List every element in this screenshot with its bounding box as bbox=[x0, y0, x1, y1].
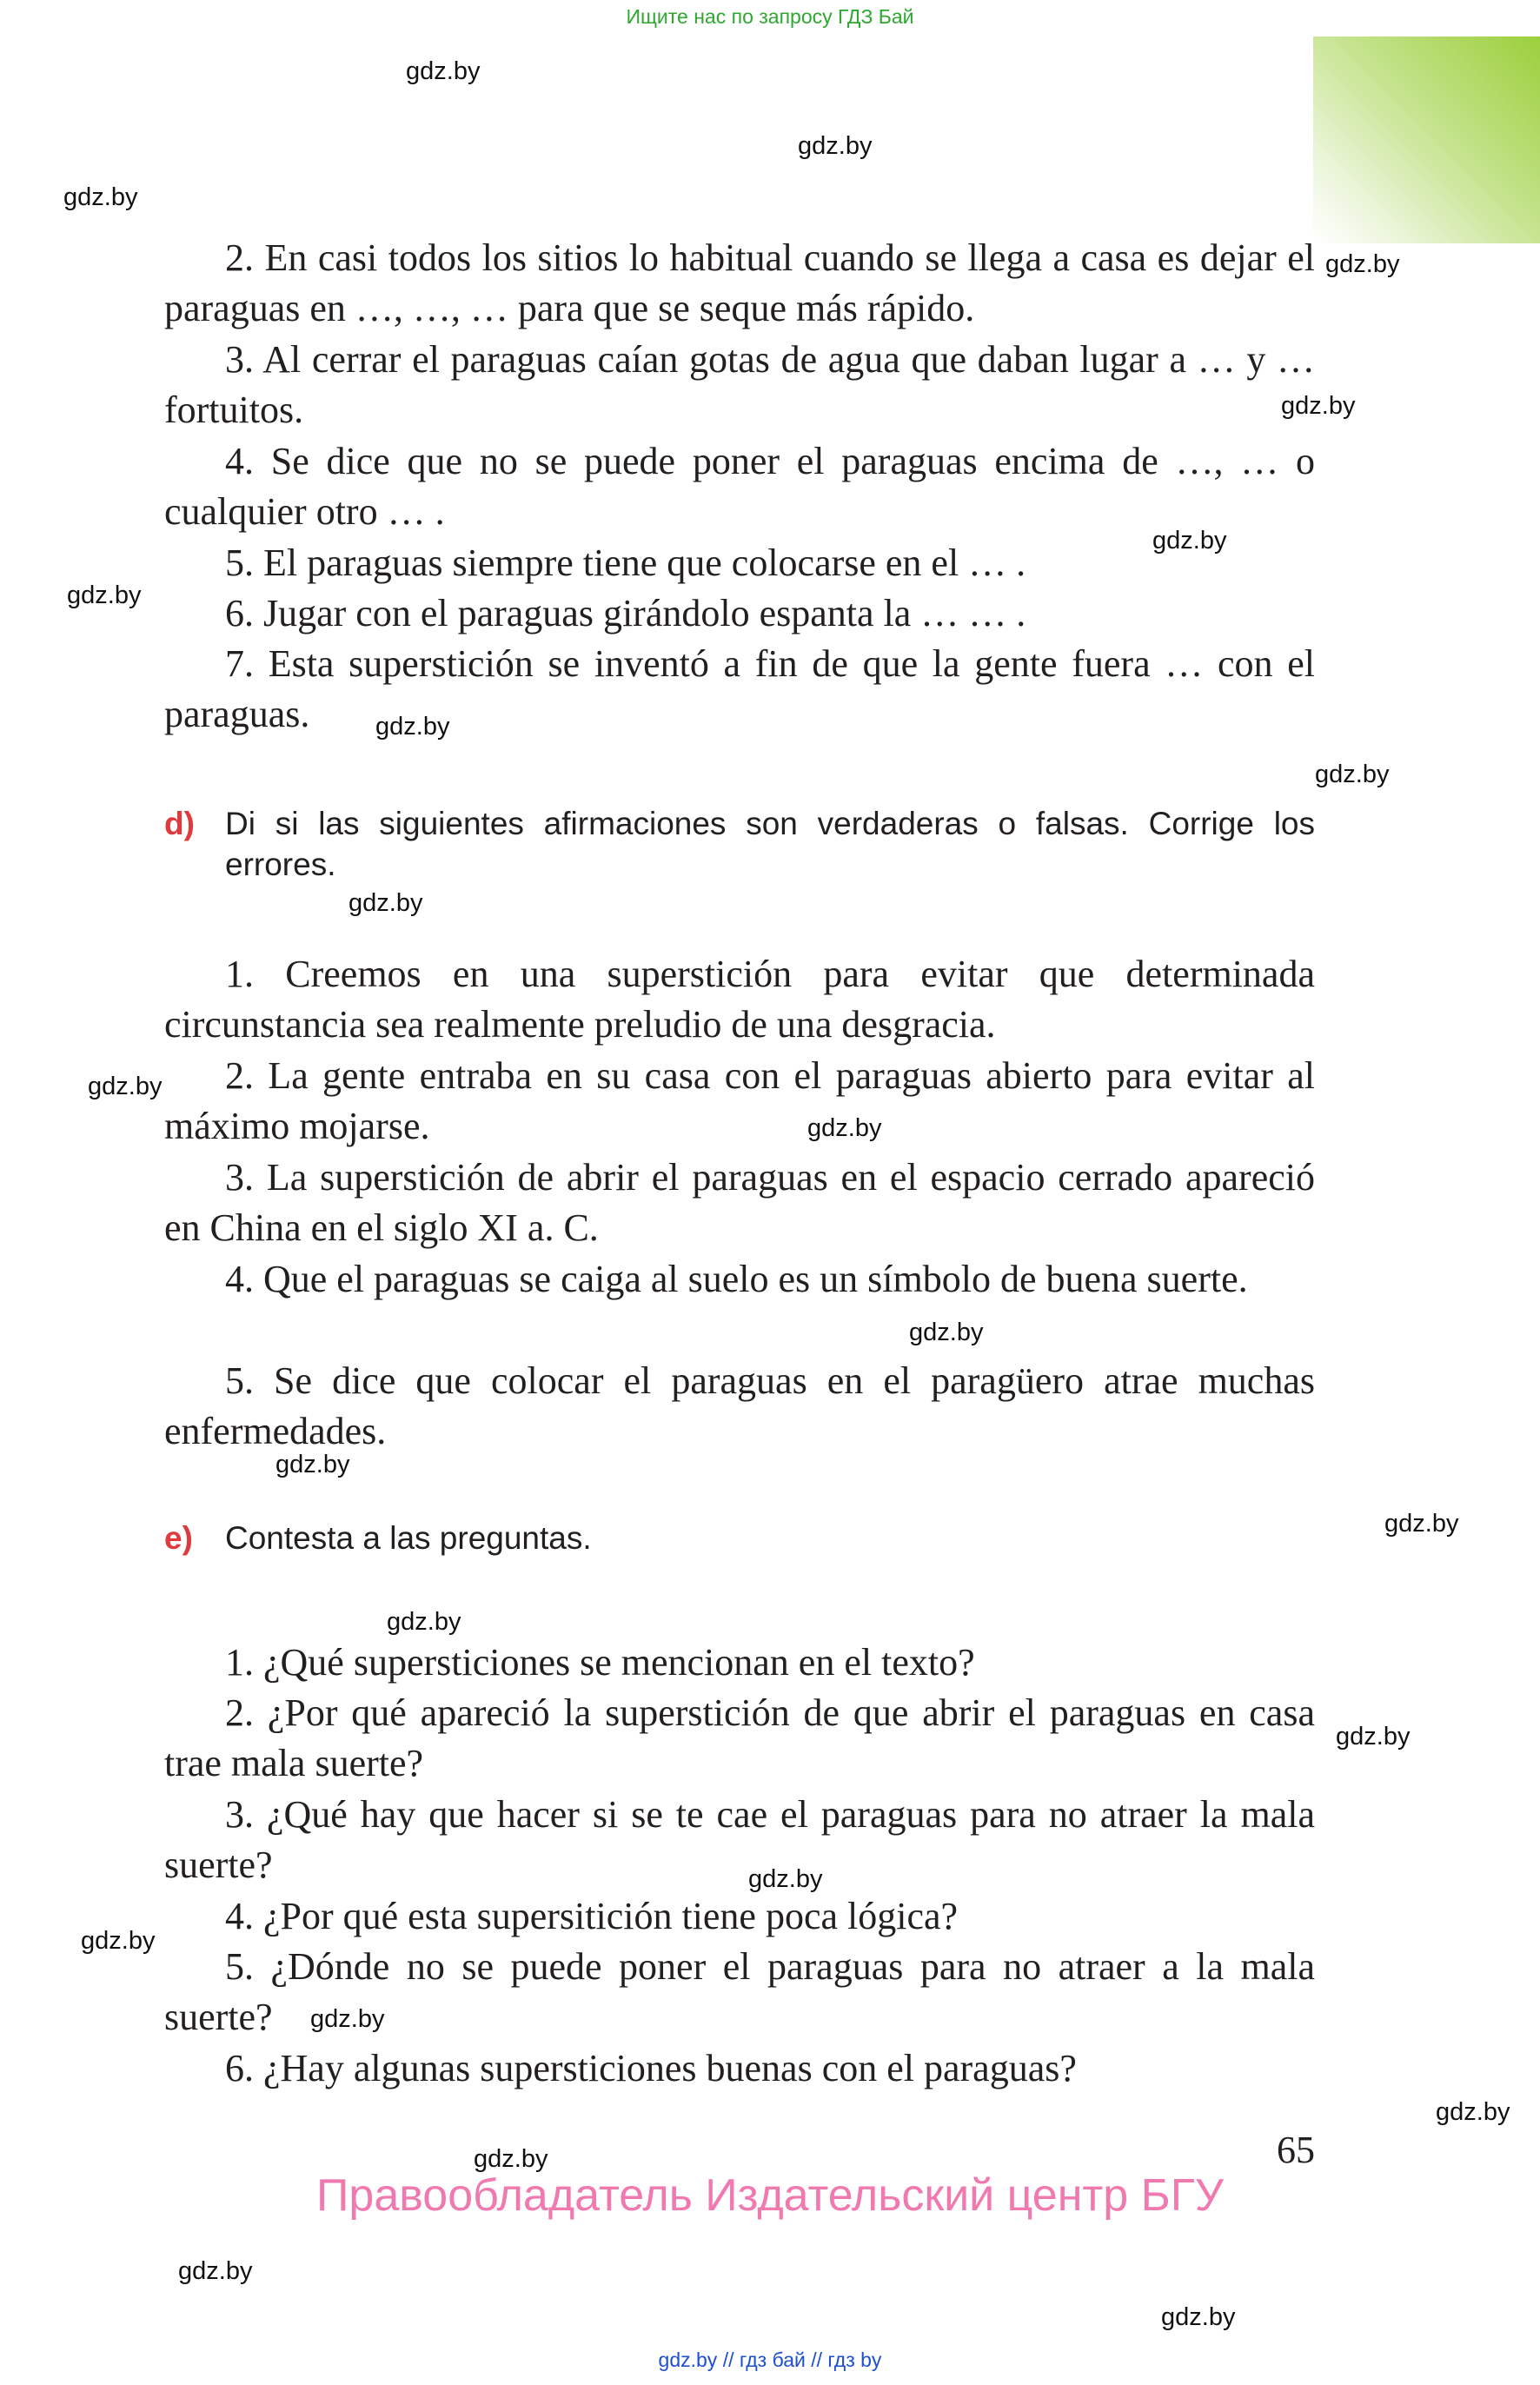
watermark: gdz.by bbox=[67, 581, 142, 609]
question-e-1: 1. ¿Qué supersticiones se mencionan en el texto? bbox=[225, 1641, 975, 1684]
question-e-2: 2. ¿Por qué apareció la superstición de que abrir el paraguas en casa trae mala suerte? bbox=[164, 1691, 1315, 1784]
watermark: gdz.by bbox=[748, 1865, 823, 1893]
watermark: gdz.by bbox=[1325, 250, 1400, 278]
statement-c-5: 5. El paraguas siempre tiene que colocarse en el … . bbox=[225, 541, 1026, 584]
watermark: gdz.by bbox=[1315, 761, 1390, 788]
statement-d-1: 1. Creemos en una superstición para evitar que determinada circunstancia sea realmente preludio de una desgracia. bbox=[164, 953, 1315, 1046]
task-e-letter: e) bbox=[164, 1520, 193, 1556]
statement-d-2: 2. La gente entraba en su casa con el paraguas abierto para evitar al máximo mojarse. bbox=[164, 1054, 1315, 1147]
corner-decoration bbox=[1313, 37, 1540, 243]
question-e-4: 4. ¿Por qué esta supersitición tiene poca lógica? bbox=[225, 1895, 959, 1937]
watermark: gdz.by bbox=[1152, 527, 1227, 555]
statement-c-6: 6. Jugar con el paraguas girándolo espanta la … … . bbox=[225, 592, 1026, 634]
task-e bbox=[164, 1518, 1315, 1558]
watermark: gdz.by bbox=[81, 1927, 156, 1955]
statement-d-3: 3. La superstición de abrir el paraguas en el espacio cerrado apareció en China en el siglo XI a. C. bbox=[164, 1156, 1315, 1249]
watermark: gdz.by bbox=[1336, 1723, 1411, 1751]
watermark: gdz.by bbox=[178, 2257, 253, 2285]
watermark: gdz.by bbox=[406, 57, 481, 85]
statement-d-4: 4. Que el paraguas se caiga al suelo es un símbolo de buena suerte. bbox=[225, 1258, 1248, 1300]
watermark: gdz.by bbox=[1384, 1510, 1459, 1538]
statement-d-5: 5. Se dice que colocar el paraguas en el paragüero atrae muchas enfermedades. bbox=[164, 1359, 1315, 1452]
watermark: gdz.by bbox=[1161, 2303, 1236, 2331]
statement-c-2: 2. En casi todos los sitios lo habitual cuando se llega a casa es dejar el paraguas en …, …, … para que se seque más rápido. bbox=[164, 236, 1315, 329]
watermark: gdz.by bbox=[798, 132, 873, 160]
watermark: gdz.by bbox=[63, 183, 138, 211]
watermark: gdz.by bbox=[310, 2005, 385, 2033]
watermark: gdz.by bbox=[1436, 2098, 1510, 2126]
rights-holder: Правообладатель Издательский центр БГУ bbox=[316, 2170, 1224, 2221]
task-d-instruction: Di si las siguientes afirmaciones son verdaderas o falsas. Corrige los errores. bbox=[225, 806, 1315, 882]
watermark: gdz.by bbox=[275, 1451, 350, 1478]
question-e-5: 5. ¿Dónde no se puede poner el paraguas para no atraer a la mala suerte? bbox=[164, 1945, 1315, 2038]
watermark: gdz.by bbox=[807, 1114, 882, 1142]
watermark: gdz.by bbox=[387, 1608, 461, 1636]
statement-c-3: 3. Al cerrar el paraguas caían gotas de agua que daban lugar a … y … fortuitos. bbox=[164, 338, 1315, 431]
top-banner[interactable]: Ищите нас по запросу ГДЗ Бай bbox=[626, 5, 914, 28]
watermark: gdz.by bbox=[348, 889, 423, 917]
footer-links[interactable]: gdz.by // гдз бай // гдз by bbox=[658, 2348, 882, 2371]
watermark: gdz.by bbox=[1281, 392, 1356, 420]
watermark: gdz.by bbox=[909, 1319, 984, 1346]
watermark: gdz.by bbox=[375, 713, 450, 741]
watermark: gdz.by bbox=[88, 1073, 163, 1100]
statement-c-4: 4. Se dice que no se puede poner el paraguas encima de …, … o cualquier otro … . bbox=[164, 440, 1315, 533]
statement-c-7: 7. Esta superstición se inventó a fin de que la gente fuera … con el paraguas. bbox=[164, 642, 1315, 735]
page-number: 65 bbox=[1277, 2129, 1315, 2171]
question-e-3: 3. ¿Qué hay que hacer si se te cae el paraguas para no atraer la mala suerte? bbox=[164, 1793, 1315, 1886]
watermark: gdz.by bbox=[474, 2145, 548, 2173]
task-d bbox=[164, 803, 1315, 885]
task-d-letter: d) bbox=[164, 806, 195, 841]
question-e-6: 6. ¿Hay algunas supersticiones buenas con el paraguas? bbox=[225, 2047, 1077, 2089]
task-e-instruction: Contesta a las preguntas. bbox=[225, 1520, 592, 1556]
